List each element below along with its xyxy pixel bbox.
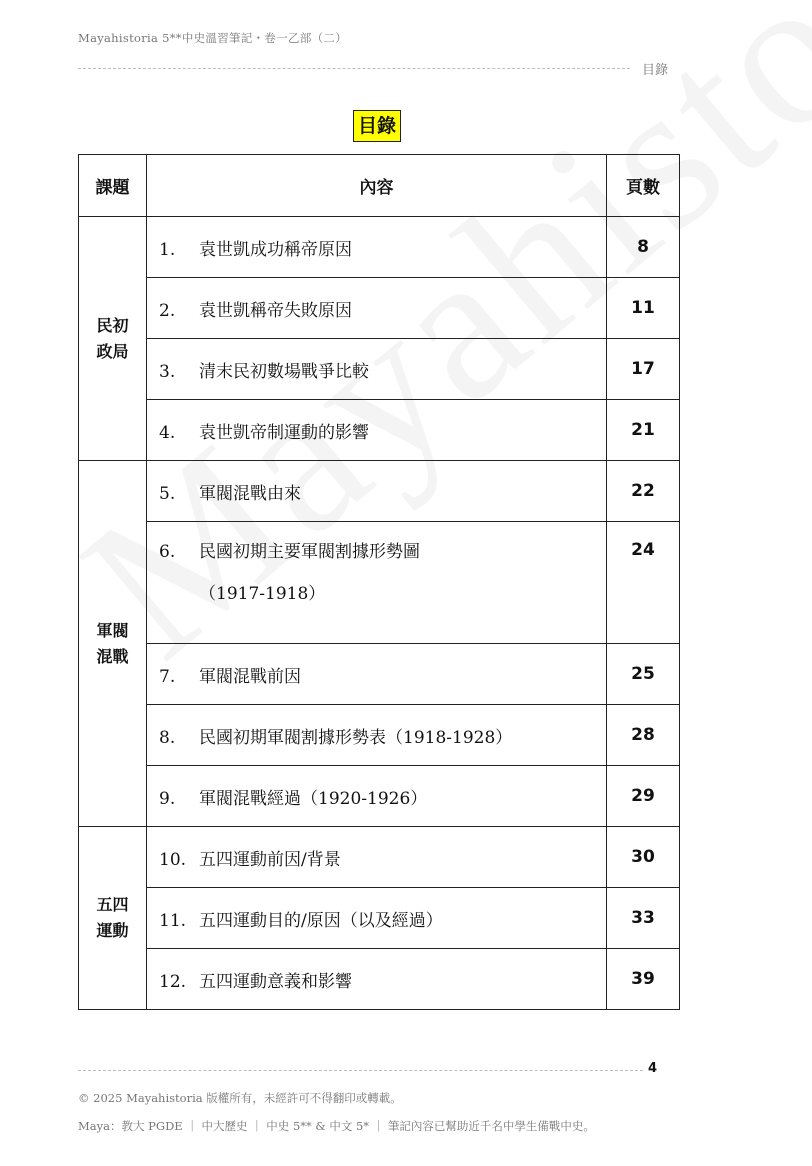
entry-number: 5. — [159, 483, 176, 504]
toc-entry — [147, 461, 607, 522]
topic-label-line1: 五四 — [96, 895, 129, 914]
toc-entry — [147, 705, 607, 766]
toc-entry — [147, 339, 607, 400]
entry-number: 2. — [159, 300, 176, 321]
entry-page: 8 — [607, 217, 680, 278]
entry-page: 29 — [607, 766, 680, 827]
topic-cell-warlords — [79, 461, 147, 827]
topic-cell-early-republic — [79, 217, 147, 461]
header-topic: 課題 — [79, 155, 147, 217]
footer-author-info: Maya：教大 PGDE ｜ 中大歷史 ｜ 中史 5** & 中文 5* ｜ 筆記內容已幫助近千名中學生備戰中史。 — [78, 1119, 595, 1133]
entry-text: 五四運動前因/背景 — [199, 849, 341, 870]
table-row — [79, 644, 680, 705]
page-number: 4 — [648, 1061, 658, 1076]
entry-page: 28 — [607, 705, 680, 766]
entry-text: 軍閥混戰前因 — [199, 666, 301, 687]
toc-entry — [147, 400, 607, 461]
table-row — [79, 827, 680, 888]
entry-text: 袁世凱稱帝失敗原因 — [199, 300, 352, 321]
entry-page: 30 — [607, 827, 680, 888]
table-row — [79, 461, 680, 522]
entry-page: 39 — [607, 949, 680, 1010]
topic-label-line2: 混戰 — [96, 646, 129, 666]
header-divider — [78, 68, 630, 69]
entry-text: 軍閥混戰由來 — [199, 483, 301, 504]
toc-entry — [147, 827, 607, 888]
footer-divider — [78, 1070, 643, 1071]
entry-number: 3. — [159, 361, 176, 382]
entry-page: 17 — [607, 339, 680, 400]
table-row — [79, 888, 680, 949]
table-row — [79, 766, 680, 827]
topic-label-line2: 政局 — [96, 341, 129, 361]
entry-text-continuation: （1917-1918） — [199, 584, 326, 604]
entry-text: 五四運動意義和影響 — [199, 971, 352, 992]
toc-entry — [147, 522, 607, 644]
page-title: 目錄 — [353, 110, 401, 142]
table-row — [79, 278, 680, 339]
toc-entry — [147, 644, 607, 705]
header-section-label: 目錄 — [642, 63, 669, 78]
entry-page: 33 — [607, 888, 680, 949]
entry-number: 11. — [159, 910, 187, 931]
table-row — [79, 705, 680, 766]
header-doc-title: Mayahistoria 5**中史溫習筆記・卷一乙部（二） — [78, 31, 348, 45]
toc-header-row — [79, 155, 680, 217]
entry-text: 袁世凱成功稱帝原因 — [199, 239, 352, 260]
table-row — [79, 522, 680, 644]
entry-text: 軍閥混戰經過（1920-1926） — [199, 788, 428, 809]
toc-entry — [147, 217, 607, 278]
entry-text: 民國初期主要軍閥割據形勢圖 — [199, 542, 420, 562]
toc-entry — [147, 888, 607, 949]
header-page: 頁數 — [607, 155, 680, 217]
topic-cell-may-fourth — [79, 827, 147, 1010]
entry-number: 4. — [159, 422, 176, 443]
entry-number: 7. — [159, 666, 176, 687]
table-row — [79, 949, 680, 1010]
topic-label-line1: 軍閥 — [96, 620, 129, 640]
table-row — [79, 400, 680, 461]
toc-entry — [147, 949, 607, 1010]
entry-number: 1. — [159, 239, 176, 260]
entry-number: 8. — [159, 727, 176, 748]
entry-page: 24 — [607, 522, 680, 644]
header-content: 內容 — [147, 155, 607, 217]
table-row — [79, 217, 680, 278]
entry-page: 11 — [607, 278, 680, 339]
footer-copyright: © 2025 Mayahistoria 版權所有，未經許可不得翻印或轉載。 — [78, 1091, 402, 1105]
entry-page: 21 — [607, 400, 680, 461]
topic-label-line2: 運動 — [96, 921, 129, 940]
toc-entry — [147, 766, 607, 827]
toc-entry — [147, 278, 607, 339]
entry-text: 民國初期軍閥割據形勢表（1918-1928） — [199, 727, 513, 748]
entry-text: 五四運動目的/原因（以及經過） — [199, 910, 443, 931]
entry-number: 9. — [159, 788, 176, 809]
entry-number: 12. — [159, 971, 187, 992]
entry-text: 袁世凱帝制運動的影響 — [199, 422, 369, 443]
table-row — [79, 339, 680, 400]
entry-page: 22 — [607, 461, 680, 522]
toc-table — [78, 154, 680, 1010]
entry-text: 清末民初數場戰爭比較 — [199, 361, 369, 382]
topic-label-line1: 民初 — [96, 315, 129, 335]
entry-number: 6. — [159, 542, 176, 562]
entry-number: 10. — [159, 849, 187, 870]
entry-page: 25 — [607, 644, 680, 705]
